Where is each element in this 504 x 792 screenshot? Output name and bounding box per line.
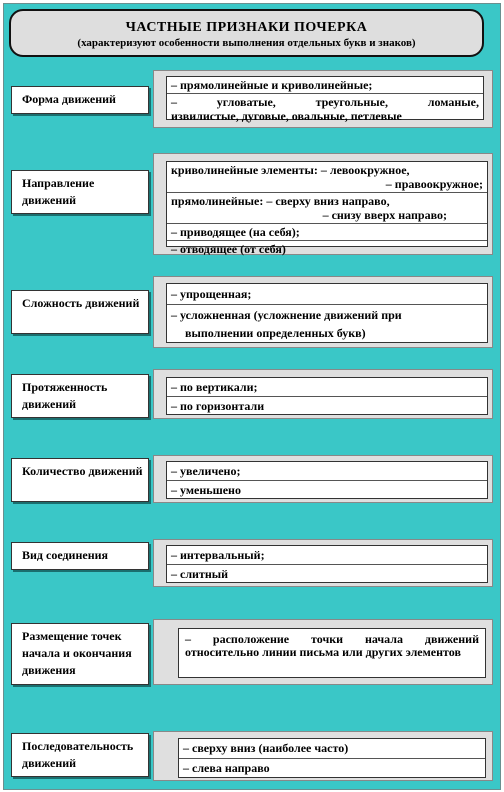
section-panel-extent <box>153 369 493 419</box>
section-label-connection: Вид соединения <box>11 542 149 570</box>
title-box <box>9 9 484 57</box>
section-panel-connection <box>153 539 493 587</box>
list-item: – интервальный; <box>167 546 487 565</box>
section-label-direction: Направление движений <box>11 170 149 214</box>
section-box-direction <box>166 161 488 256</box>
section-box-complexity <box>166 283 488 343</box>
section-box-quantity <box>166 461 488 499</box>
list-item: – прямолинейные и криволинейные; <box>167 77 483 94</box>
section-panel-quantity <box>153 455 493 503</box>
section-label-form: Форма движений <box>11 86 149 114</box>
section-box-form <box>166 76 484 123</box>
list-item: – угловатые, треугольные, ломаные, извилистые, дуговые, овальные, петлевые <box>171 95 479 123</box>
list-item: – упрощенная; <box>167 284 487 305</box>
section-box-extent <box>166 377 488 415</box>
section-box-connection <box>166 545 488 583</box>
list-item: – сверху вниз (наиболее часто) <box>179 739 485 759</box>
list-item: – слитный <box>171 567 229 581</box>
list-item: – слева направо <box>183 761 270 775</box>
list-item: – уменьшено <box>171 483 241 497</box>
section-label-quantity: Количество движений <box>11 458 149 502</box>
section-panel-form <box>153 70 493 128</box>
list-item: – усложненная (усложнение движений при выполнении определенных букв) <box>171 308 402 340</box>
section-box-placement <box>178 628 486 678</box>
section-label-placement: Размещение точек начала и окончания движения <box>11 623 149 685</box>
section-panel-sequence <box>153 731 493 781</box>
list-item: – по вертикали; <box>167 378 487 397</box>
section-box-sequence <box>178 738 486 778</box>
section-panel-placement <box>153 619 493 685</box>
page-subtitle: (характеризуют особенности выполнения отдельных букв и знаков) <box>77 37 416 49</box>
list-item: – увеличено; <box>167 462 487 481</box>
list-item: – расположение точки начала движений относительно линии письма или других элементов <box>185 632 479 659</box>
section-panel-direction <box>153 153 493 255</box>
section-panel-complexity <box>153 276 493 348</box>
list-item: – приводящее (на себя); <box>167 224 487 241</box>
list-item: криволинейные элементы: – левоокружное, – правоокружное; <box>167 162 487 193</box>
section-label-sequence: Последовательность движений <box>11 733 149 777</box>
section-label-complexity: Сложность движений <box>11 290 149 334</box>
list-item: – отводящее (от себя) <box>171 242 286 256</box>
list-item: – по горизонтали <box>171 399 265 413</box>
page-title: ЧАСТНЫЕ ПРИЗНАКИ ПОЧЕРКА <box>125 20 368 35</box>
list-item: прямолинейные: – сверху вниз направо, – снизу вверх направо; <box>167 193 487 224</box>
section-label-extent: Протяженность движений <box>11 374 149 418</box>
